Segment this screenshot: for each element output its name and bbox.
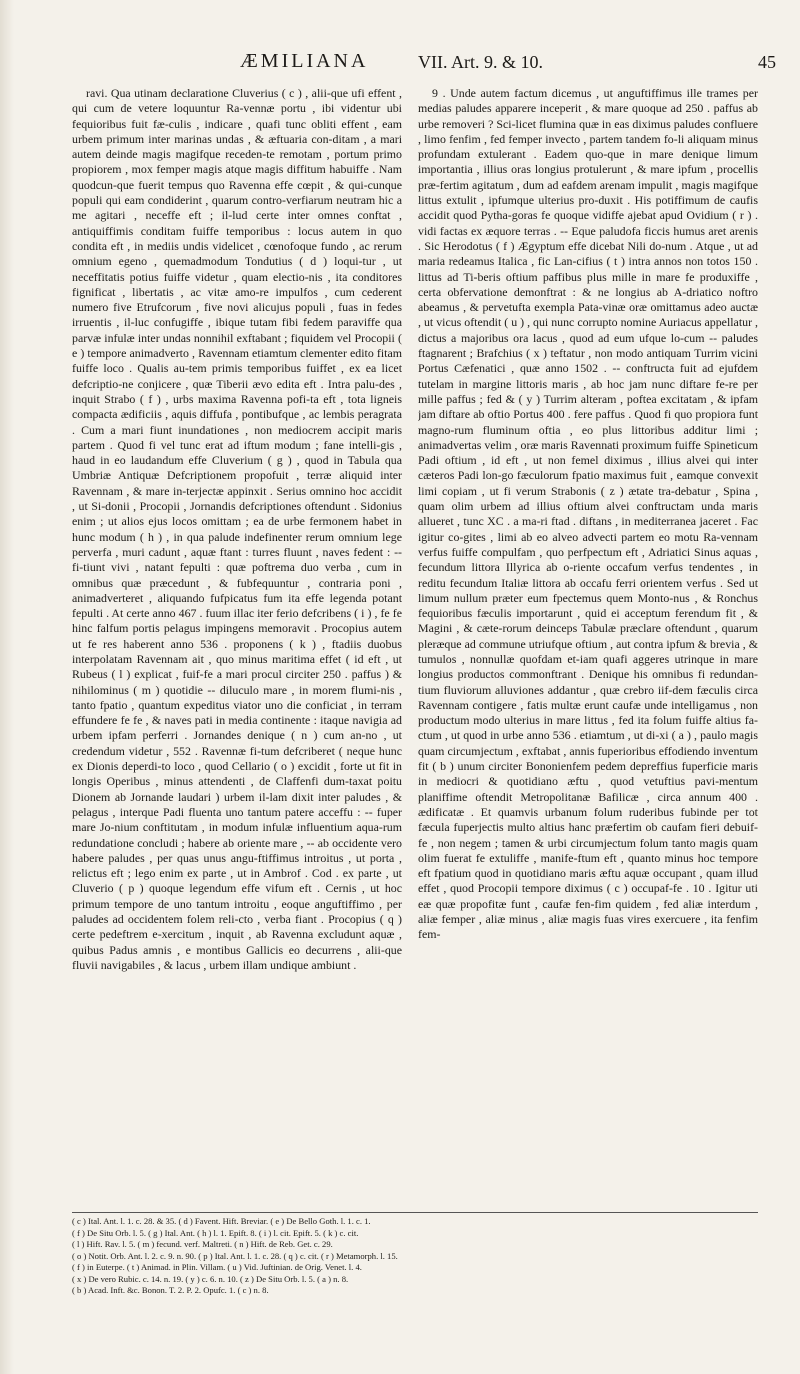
page-number: 45 xyxy=(758,52,776,72)
footnote-line: ( l ) Hift. Rav. l. 5. ( m ) fecund. verf. Maltreti. ( n ) Hift. de Reb. Get. c. 29. xyxy=(72,1239,333,1249)
footnote-divider xyxy=(72,1212,758,1213)
left-column-text: ravi. Qua utinam declaratione Cluverius ( c ) , alii-que ufi effent , qui cum de vetere loquuntur Ra-vennæ portu , ibi videntur ubi fequioribus fuit fæ-culis , indicare , quafi tunc obliti effent , eam urbem primum inter marinas undas , & æftuaria con-ditam , a mari autem deinde magis magifque receden-te remotam , portum primo propiorem , mox femper magis atque magis diffitum habuiffe . Nam quodcun-que fuerit tempus quo Ravenna effe cœpit , & qui-cunque populi qui eam condiderint , quarum contro-verfiarum neutram hic a me agitari , neceffe eft ; il-lud certe inter omnes conftat , antiquiffimis conditam fuiffe temporibus : locus autem in quo condita eft , in mediis undis videlicet , cœnofoque fundo , ac rerum omnium egeno , quemadmodum Tondutius ( d ) loqui-tur , ut neceffitatis potius fuiffe videtur , quam electio-nis , ita conditores fignificat , libertatis , ac vitæ amo-re impulfos , cum cederent numero five Etrufcorum , five novi alicujus populi , fuas in fedes irruentis , il-luc confugiffe , ibique tutam fibi fedem paraviffe qua parvæ infulæ inter undas nonnihil exftabant ; fiquidem vel Procopii ( e ) tempore animadverto , Ravennam etiamtum clementer edito fitam fuiffe loco . Qualis au-tem primis temporibus fuiffet , ex ea licet defcriptio-ne conjicere , quæ Tiberii ævo edita eft . Intra palu-des , inquit Strabo ( f ) , urbs maxima Ravenna pofi-ta eft , tota ligneis compacta ædificiis , aquis diffufa , pontibufque , ac lembis peragrata . Cum a mari fiunt inundationes , non mediocrem accipit maris partem . Quod fi vel tunc erat ad iftum modum ; fane intelli-gis , haud in eo laudandum effe Cluverium ( g ) , quod in Tabula qua Umbriæ Antiquæ Defcriptionem propofuit , terræ aliquid inter Ravennam , & mare in-terjectæ appinxit . Serius omnino hoc accidit , ut Si-donii , Procopii , Jornandis defcriptiones oftendunt . Sidonius enim ; ut alios ejus locos omittam ; ea de urbe fermonem habet in hunc modum ( h ) , in qua palude indefinenter rerum omnium lege perverfa , muri cadunt , aquæ ftant : turres fluunt , naves fedent : -- fi-tiunt vivi , natant fepulti : quæ poftrema duo verba , cum in omnibus quæ præcedunt , & fubfequuntur , contraria poni , animadverteret , aliquando fufpicatus fum ita effe legenda potant fepulti . At certe anno 467 . fuum illac iter ferio defcribens ( i ) , fe fe hinc falfum portis pelagus impingens memoravit . Procopius autem ut fe res haberent anno 536 . proponens ( k ) , ftadiis duobus interpolatam Ravennam ait , quo minus maritima effet ( id eft , ut Rubeus ( l ) explicat , fuif-fe a mari procul circiter 250 . paffus ) & nihilominus ( m ) quotidie -- diluculo mare , in morem flumi-nis , tanto fpatio , quantum expeditus viator uno die conficiat , in terram effundere fe fe , & naves pati in media continente : itaque navigia ad urbem ipfam perferri . Jornandes denique ( n ) cum an-no , ut credendum videtur , 552 . Ravennæ fi-tum defcriberet ( neque hunc ex Dionis deperdi-to loco , quod Cellario ( o ) excidit , forte ut fit in longis Operibus , minus attendenti , de Claffenfi dum-taxat poitu Dionem ab Jornande laudari ) urbem il-lam dixit inter paludes , & pelagus , interque Padi fluenta uno tantum patere acceffu : -- fuper mare Jo-nium conftitutam , in modum infulæ influentium aqua-rum redundatione concludi ; habere ab oriente mare , -- ab occidente vero habere paludes , per quas unus angu-ftiffimus introitus , ut porta , relictus eft ; lego enim ex parte , ut in Ambrof . Cod . ex parte , ut Cluverio ( p ) quoque legendum effe vifum eft . Cernis , ut hoc primum tempore de uno tantum introitu , eoque anguftiffimo , per paludes ad occidentem folem reli-cto , verba fiant . Procopius ( q ) certe pedeftrem e-xercitum , inquit , ab Ravenna excludunt aquæ , quibus Padus amnis , e montibus Gallicis eo decurrens , alii-que fluvii navigabiles , & lacus , urbem illam undique ambiunt . xyxy=(72,86,402,972)
running-title-right-block xyxy=(418,52,776,73)
running-header xyxy=(0,50,800,90)
right-column-text: 9 . Unde autem factum dicemus , ut anguftiffimus ille trames per medias paludes apparere inceperit , & mare quoque ad 250 . paffus ab urbe removeri ? Sci-licet flumina quæ in eas diximus paludes confluere , limo fenfim , fed femper invecto , partem tandem fo-li aliquam minus profundam extulerant . Eadem quo-que in mare denique limum importantia , illius oras longius protulerunt , & mare ipfum , procellis præ-fertim agitatum , dum ad eafdem arenam impulit , magis magifque littus extulit , ipfumque ulterius pro-duxit . His potiffimum de caufis accidit quod Pytha-goras fe quoque vidiffe ajebat apud Ovidium ( r ) . vidi factas ex æquore terras . -- Eque paludofa ficcis humus aret arenis . Sic Herodotus ( f ) Ægyptum effe dicebat Nili do-num . Atque , ut ad maria redeamus Italica , fic Lan-cifius ( t ) intra annos non totos 150 . littus ad Ti-beris oftium paffibus plus mille in mare fe produxiffe , certa obfervatione demonftrat : & ne longius ab A-driatico noftro abeamus , & pervetufta exempla Pata-vinæ oræ omittamus adeo auctæ , ut vicus oftendit ( u ) , qui nunc corrupto nomine Auriacus appellatur , dictus a majoribus ora lacus , quod ad eum ufque lo-cum -- paludes ftagnarent ; Brafchius ( x ) teftatur , non modo antiquam Turrim vicini Portus Cæfenatici , quæ anno 1502 . -- conftructa fuit ad ejufdem tutelam in margine littoris maris , ab hoc jam nunc diftare fe-re per mille paffus ; fed & ( y ) Turrim alteram , poftea excitatam , & ipfam jam diftare ab oftio Portus 400 . fere paffus . Quod fi quo propiora funt magno-rum fluminum oftia , eo plus littoribus additur limi ; animadvertas velim , oræ maris Ravennati proximum fuiffe Spineticum Padi oftium , id eft , ut non femel diximus , illius alvei qui inter cæteros Padi lon-go fæculorum fpatio maximus fuit , eamque convexit limi copiam , ut fi verum Strabonis ( z ) ætate tra-debatur , Spina , quam olim urbem ad illius oftium alvei conftructam unda maris allueret , tunc XC . a ma-ri ftad . diftans , in mediterranea jaceret . Fac igitur co-gites , limi ab eo alveo advecti partem eo motu Ra-vennam verfus fuiffe compulfam , quo perfpectum eft , Adriatici Sinus aquas , fecundum littora Illyrica ab o-riente occafum verfus tendentes , in reditu fecundum Italiæ littora ab occafu ferri orientem verfus . Sed ut limum nullum præter eum fpectemus quem Monto-nus , & Ronchus fequioribus fæculis importarunt , quid ei acceptum ferendum fit , & Magini , & cæte-rorum deinceps Tabulæ præclare oftendunt , quarum pleræque ad commune utriufque oftium , aut contra ipfum & brevia , & tumulos , nonnullæ quofdam et-iam quafi aggeres utrinque in mare longius productos commonftrant . Denique his omnibus fi redundan-tium fluviorum alluviones addantur , quæ crebro iif-dem fæculis circa Ravennam contigere , fatis multæ erunt caufæ unde intelligamus , non productum modo ulterius in mare littus , fed ita folum fuiffe altius fa-ctum , ut quod in urbe anno 536 . etiamtum , ut di-xi ( a ) , paulo magis quam circumjectum , exftabat , annis fuperioribus effodiendo inventum fit ( b ) unum circiter Bononienfem pedem depreffius fuperficie maris in mediocri & quotidiano æftu , quod vetuftius pavi-mentum planiffime oftendit Metropolitanæ Bafilicæ , circa annum 400 . ædificatæ . Et quamvis urbanum folum ruderibus fubinde per tot fæcula fuperjectis multo altius hanc præfertim ob caufam fieri debuif-fe , non negem ; tamen & urbi circumjectum folum tanto magis quam olim fuerat fe extuliffe , manife-ftum eft , quanto minus hoc tempore eft fpatium quod in quotidiano maris æftu aquæ occupant , quam illud effet , quod Procopii tempore diximus ( c ) occupaf-fe . 10 . Igitur uti eæ quæ propofitæ funt , caufæ fen-fim quidem , fed aliæ interdum , aliæ femper , aliæ minus , aliæ magis fuas vires exercuere , ita fenfim fem- xyxy=(418,86,758,942)
right-text-column xyxy=(418,86,758,1196)
footnotes xyxy=(72,1216,762,1297)
footnote-line: ( x ) De vero Rubic. c. 14. n. 19. ( y ) c. 6. n. 10. ( z ) De Situ Orb. l. 5. ( a ) n. 8. xyxy=(72,1273,349,1284)
footnote-line: ( b ) Acad. Inft. &c. Bonon. T. 2. P. 2. Opufc. 1. ( c ) n. 8. xyxy=(72,1285,269,1295)
footnote-line: ( o ) Notit. Orb. Ant. l. 2. c. 9. n. 90. ( p ) Ital. Ant. l. 1. c. 28. ( q ) c. cit. ( r ) Metamorph. l. 15. xyxy=(72,1250,398,1261)
running-title-right: VII. Art. 9. & 10. xyxy=(418,52,543,72)
left-text-column xyxy=(72,86,402,1196)
page-binding-shadow xyxy=(0,0,14,1374)
footnote-line: ( c ) Ital. Ant. l. 1. c. 28. & 35. ( d ) Favent. Hift. Breviar. ( e ) De Bello Goth. l. 1. c. 1. xyxy=(72,1216,371,1226)
footnote-line: ( f ) in Euterpe. ( t ) Animad. in Plin. Villam. ( u ) Vid. Juftinian. de Orig. Venet. l. 4. xyxy=(72,1262,362,1272)
footnote-line: ( f ) De Situ Orb. l. 5. ( g ) Ital. Ant. ( h ) l. 1. Epift. 8. ( i ) l. cit. Epift. 5. ( k ) c. cit. xyxy=(72,1227,359,1238)
running-title-left: ÆMILIANA xyxy=(240,50,369,72)
